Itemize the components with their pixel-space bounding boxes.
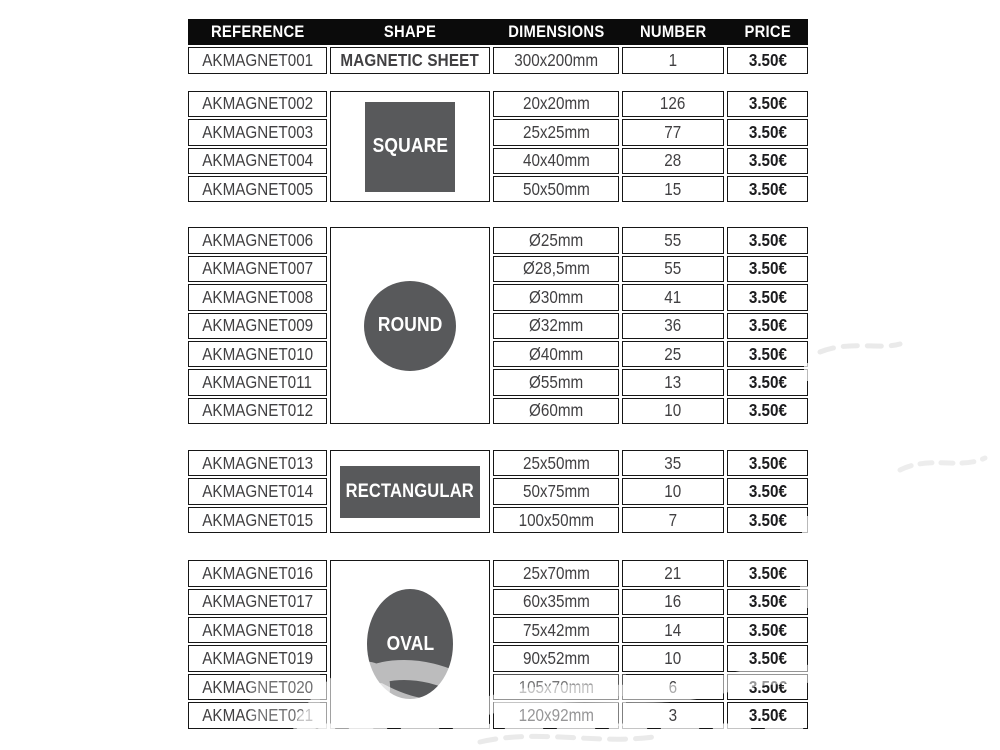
price-cell-label: 3.50€: [748, 619, 787, 640]
number-cell: [622, 398, 724, 424]
column-header-number: [622, 19, 724, 45]
shape-cell: [330, 91, 490, 203]
number-cell: [622, 645, 724, 671]
dimensions-cell-label: 25x50mm: [522, 452, 590, 473]
dimensions-cell: [493, 256, 619, 282]
reference-cell-label: AKMAGNET013: [202, 452, 313, 473]
shape-cell: [330, 227, 490, 424]
reference-cell-label: AKMAGNET015: [202, 509, 313, 530]
number-cell-label: 36: [664, 315, 682, 336]
number-cell: [622, 176, 724, 202]
price-cell: [727, 674, 808, 700]
price-cell: [727, 589, 808, 615]
dimensions-cell-label: Ø32mm: [528, 315, 584, 336]
reference-cell: [188, 589, 327, 615]
reference-cell-label: AKMAGNET004: [202, 150, 313, 171]
price-cell-label: 3.50€: [748, 258, 787, 279]
price-cell: [727, 313, 808, 339]
number-cell: [622, 560, 724, 586]
price-cell-label: 3.50€: [748, 286, 787, 307]
dimensions-cell: [493, 176, 619, 202]
oval-shape-icon: [367, 589, 453, 699]
price-cell-label: 3.50€: [748, 315, 787, 336]
dimensions-cell-label: 60x35mm: [522, 591, 590, 612]
number-cell: [622, 507, 724, 533]
dimensions-cell-label: Ø60mm: [528, 400, 584, 421]
reference-cell-label: AKMAGNET016: [202, 562, 313, 583]
reference-cell: [188, 341, 327, 367]
price-cell-label: 3.50€: [748, 371, 787, 392]
number-cell-label: 25: [664, 343, 682, 364]
reference-cell: [188, 91, 327, 117]
price-cell-label: 3.50€: [748, 50, 787, 71]
reference-cell-label: AKMAGNET020: [202, 676, 313, 697]
number-cell: [622, 617, 724, 643]
number-cell: [622, 91, 724, 117]
number-cell: [622, 256, 724, 282]
reference-cell: [188, 398, 327, 424]
reference-cell-label: AKMAGNET012: [202, 400, 313, 421]
number-cell: [622, 674, 724, 700]
dimensions-cell-label: 100x50mm: [518, 509, 594, 530]
reference-cell: [188, 148, 327, 174]
dimensions-cell: [493, 450, 619, 476]
reference-cell-label: AKMAGNET018: [202, 619, 313, 640]
dimensions-cell-label: 90x52mm: [522, 648, 590, 669]
reference-cell: [188, 227, 327, 253]
dimensions-cell-label: 40x40mm: [522, 150, 590, 171]
header-row: [188, 19, 808, 45]
column-header-reference: [188, 19, 327, 45]
number-cell: [622, 284, 724, 310]
reference-cell-label: AKMAGNET001: [202, 50, 313, 71]
number-cell-label: 28: [664, 150, 682, 171]
dimensions-cell-label: 105x70mm: [518, 676, 594, 697]
dimensions-cell: [493, 341, 619, 367]
reference-cell: [188, 119, 327, 145]
price-cell: [727, 507, 808, 533]
number-cell-label: 55: [664, 258, 682, 279]
reference-cell-label: AKMAGNET009: [202, 315, 313, 336]
number-cell-label: 126: [660, 93, 686, 114]
price-cell-label: 3.50€: [748, 230, 787, 251]
reference-cell-label: AKMAGNET007: [202, 258, 313, 279]
reference-cell-label: AKMAGNET011: [202, 371, 313, 392]
dimensions-cell: [493, 589, 619, 615]
reference-cell: [188, 645, 327, 671]
price-cell: [727, 256, 808, 282]
number-cell: [622, 702, 724, 728]
dimensions-cell-label: 20x20mm: [522, 93, 590, 114]
reference-cell-label: AKMAGNET010: [202, 343, 313, 364]
number-cell-label: 15: [664, 178, 682, 199]
price-cell-label: 3.50€: [748, 343, 787, 364]
number-cell-label: 10: [664, 481, 682, 502]
dimensions-cell: [493, 617, 619, 643]
reference-cell: [188, 313, 327, 339]
reference-cell: [188, 47, 327, 73]
shape-cell: [330, 450, 490, 533]
number-cell-label: 41: [664, 286, 682, 307]
number-cell-label: 13: [664, 371, 682, 392]
number-cell: [622, 369, 724, 395]
price-cell-label: 3.50€: [748, 178, 787, 199]
column-header-label: DIMENSIONS: [507, 22, 605, 42]
group-round: [188, 227, 808, 424]
reference-cell-label: AKMAGNET005: [202, 178, 313, 199]
price-cell-label: 3.50€: [748, 121, 787, 142]
reference-cell: [188, 674, 327, 700]
number-cell-label: 35: [664, 452, 682, 473]
dimensions-cell: [493, 369, 619, 395]
price-cell-label: 3.50€: [748, 591, 787, 612]
dimensions-cell-label: 120x92mm: [518, 704, 594, 725]
reference-cell-label: AKMAGNET019: [202, 648, 313, 669]
dimensions-cell: [493, 47, 619, 73]
price-cell-label: 3.50€: [748, 648, 787, 669]
shape-label: RECTANGULAR: [345, 480, 475, 502]
price-cell-label: 3.50€: [748, 400, 787, 421]
price-cell: [727, 369, 808, 395]
price-cell: [727, 284, 808, 310]
shape-cell: [330, 47, 490, 73]
price-cell: [727, 450, 808, 476]
reference-cell-label: AKMAGNET017: [202, 591, 313, 612]
reference-cell: [188, 560, 327, 586]
dimensions-cell: [493, 478, 619, 504]
number-cell-label: 6: [668, 676, 678, 697]
dimensions-cell: [493, 284, 619, 310]
price-cell: [727, 478, 808, 504]
number-cell-label: 3: [668, 704, 678, 725]
number-cell: [622, 341, 724, 367]
price-cell: [727, 148, 808, 174]
dimensions-cell-label: Ø40mm: [528, 343, 584, 364]
reference-cell: [188, 702, 327, 728]
price-cell: [727, 702, 808, 728]
reference-cell-label: AKMAGNET014: [202, 481, 313, 502]
dimensions-cell: [493, 227, 619, 253]
column-header-dimensions: [493, 19, 619, 45]
reference-cell: [188, 369, 327, 395]
dimensions-cell-label: Ø28,5mm: [522, 258, 590, 279]
reference-cell-label: AKMAGNET002: [202, 93, 313, 114]
reference-cell-label: AKMAGNET003: [202, 121, 313, 142]
price-cell-label: 3.50€: [748, 562, 787, 583]
price-cell: [727, 91, 808, 117]
dimensions-cell: [493, 91, 619, 117]
dimensions-cell-label: 75x42mm: [522, 619, 590, 640]
groups: [188, 47, 808, 728]
price-cell-label: 3.50€: [748, 704, 787, 725]
product-table: [188, 19, 808, 729]
number-cell: [622, 227, 724, 253]
number-cell: [622, 450, 724, 476]
dimensions-cell-label: Ø55mm: [528, 371, 584, 392]
column-header-label: NUMBER: [639, 22, 707, 42]
dimensions-cell-label: Ø25mm: [528, 230, 584, 251]
dimensions-cell: [493, 560, 619, 586]
number-cell-label: 55: [664, 230, 682, 251]
number-cell-label: 14: [664, 619, 682, 640]
price-cell: [727, 398, 808, 424]
column-header-shape: [330, 19, 490, 45]
group-magnetic-sheet: [188, 47, 808, 73]
dimensions-cell: [493, 645, 619, 671]
price-cell-label: 3.50€: [748, 452, 787, 473]
dimensions-cell-label: 25x25mm: [522, 121, 590, 142]
dimensions-cell: [493, 119, 619, 145]
number-cell: [622, 148, 724, 174]
dimensions-cell-label: 25x70mm: [522, 562, 590, 583]
price-cell-label: 3.50€: [748, 150, 787, 171]
dimensions-cell-label: 50x75mm: [522, 481, 590, 502]
price-cell-label: 3.50€: [748, 676, 787, 697]
square-shape-icon: [365, 102, 455, 192]
reference-cell-label: AKMAGNET008: [202, 286, 313, 307]
dimensions-cell: [493, 313, 619, 339]
price-cell: [727, 645, 808, 671]
reference-cell: [188, 478, 327, 504]
price-cell-label: 3.50€: [748, 481, 787, 502]
price-cell: [727, 176, 808, 202]
shape-label: MAGNETIC SHEET: [340, 50, 480, 71]
shape-label: ROUND: [377, 314, 443, 337]
reference-cell-label: AKMAGNET021: [202, 704, 313, 725]
price-cell: [727, 47, 808, 73]
price-cell-label: 3.50€: [748, 509, 787, 530]
reference-cell: [188, 256, 327, 282]
dimensions-cell: [493, 398, 619, 424]
reference-cell: [188, 284, 327, 310]
dimensions-cell: [493, 702, 619, 728]
column-header-label: SHAPE: [383, 22, 437, 42]
dimensions-cell-label: 50x50mm: [522, 178, 590, 199]
reference-cell: [188, 507, 327, 533]
dimensions-cell: [493, 674, 619, 700]
price-cell-label: 3.50€: [748, 93, 787, 114]
reference-cell: [188, 617, 327, 643]
reference-cell: [188, 450, 327, 476]
number-cell-label: 10: [664, 648, 682, 669]
group-square: [188, 91, 808, 203]
reference-cell-label: AKMAGNET006: [202, 230, 313, 251]
number-cell: [622, 47, 724, 73]
number-cell: [622, 589, 724, 615]
price-cell: [727, 227, 808, 253]
shape-cell: [330, 560, 490, 728]
round-shape-icon: [364, 281, 456, 371]
reference-cell: [188, 176, 327, 202]
number-cell: [622, 478, 724, 504]
number-cell: [622, 119, 724, 145]
number-cell-label: 10: [664, 400, 682, 421]
number-cell-label: 7: [668, 509, 678, 530]
dimensions-cell: [493, 507, 619, 533]
dimensions-cell: [493, 148, 619, 174]
column-header-label: REFERENCE: [210, 22, 305, 42]
rectangular-shape-icon: [340, 466, 480, 518]
shape-label: SQUARE: [372, 135, 448, 158]
number-cell-label: 16: [664, 591, 682, 612]
price-cell: [727, 617, 808, 643]
number-cell-label: 77: [664, 121, 682, 142]
column-header-label: PRICE: [744, 22, 791, 42]
shape-label: OVAL: [386, 632, 434, 655]
dimensions-cell-label: Ø30mm: [528, 286, 584, 307]
dimensions-cell-label: 300x200mm: [514, 50, 598, 71]
number-cell-label: 1: [668, 50, 678, 71]
column-header-price: [727, 19, 808, 45]
number-cell-label: 21: [664, 562, 682, 583]
price-cell: [727, 119, 808, 145]
price-cell: [727, 560, 808, 586]
price-cell: [727, 341, 808, 367]
group-oval: [188, 560, 808, 728]
group-rectangular: [188, 450, 808, 533]
number-cell: [622, 313, 724, 339]
